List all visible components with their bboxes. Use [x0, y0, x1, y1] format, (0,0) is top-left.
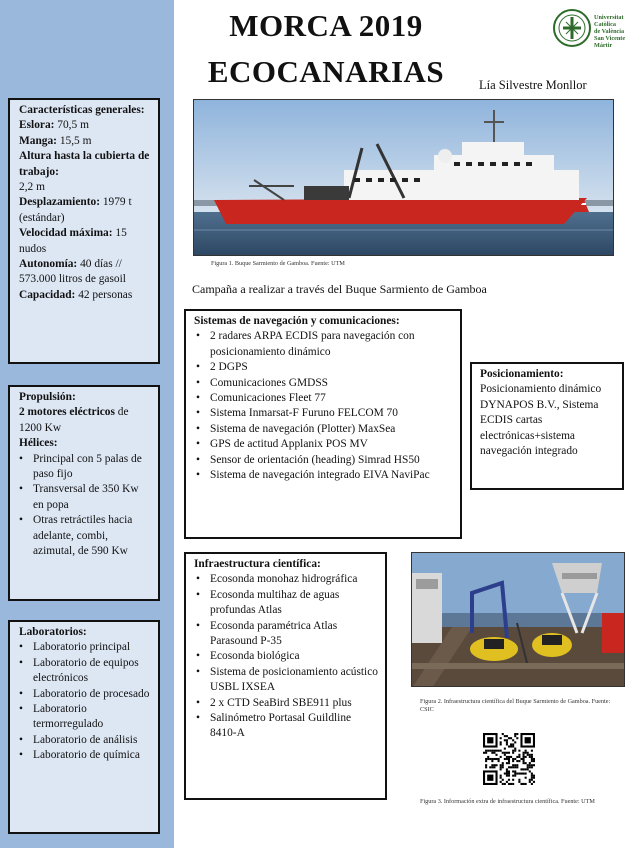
- figure1-caption: Figura 1. Buque Sarmiento de Gamboa. Fuente: UTM: [211, 260, 345, 267]
- spec-capacidad: Capacidad: 42 personas: [19, 288, 133, 301]
- list-item: • Principal con 5 palas de paso fijo: [19, 452, 152, 483]
- list-item: • Ecosonda biológica: [194, 649, 379, 664]
- university-seal-icon: [552, 8, 592, 48]
- infrastructure-list: [194, 572, 379, 741]
- labs-title: Laboratorios:: [19, 626, 87, 638]
- list-item: • Sistema de navegación integrado EIVA NaviPac: [194, 468, 454, 483]
- positioning-title: Posicionamiento:: [480, 368, 564, 380]
- list-item: • 2 radares ARPA ECDIS para navegación con posicionamiento dinámico: [194, 329, 454, 360]
- author-name: Lía Silvestre Monllor: [479, 78, 587, 92]
- list-item: • Sistema de navegación (Plotter) MaxSea: [194, 422, 454, 437]
- navigation-box: [184, 309, 462, 539]
- list-item: • Laboratorio de química: [19, 748, 152, 763]
- spec-desplazamiento: Desplazamiento: 1979 t (estándar): [19, 196, 132, 224]
- list-item: • Transversal de 350 Kw en popa: [19, 482, 152, 513]
- navigation-list: [194, 329, 454, 483]
- list-item: • Ecosonda paramétrica Atlas Parasound P-35: [194, 619, 379, 650]
- list-item: • Laboratorio termorregulado: [19, 702, 152, 733]
- spec-altura: Altura hasta la cubierta de trabajo:: [19, 150, 150, 178]
- navigation-title: Sistemas de navegación y comunicaciones:: [194, 315, 400, 327]
- list-item: • Laboratorio de procesado: [19, 687, 152, 702]
- spec-velocidad: Velocidad máxima: 15 nudos: [19, 227, 127, 255]
- list-item: • Ecosonda multihaz de aguas profundas Atlas: [194, 588, 379, 619]
- university-logo: [552, 8, 632, 48]
- list-item: • Laboratorio de equipos electrónicos: [19, 656, 152, 687]
- list-item: • Sistema de posicionamiento acústico USBL IXSEA: [194, 665, 379, 696]
- page-title-line2: ECOCANARIAS: [207, 54, 445, 89]
- scientific-equipment-photo: [411, 552, 625, 687]
- labs-list: [19, 640, 152, 763]
- list-item: • Otras retráctiles hacia adelante, combi, azimutal, de 590 Kw: [19, 513, 152, 559]
- ship-photo: [193, 99, 614, 256]
- figure3-caption: Figura 3. Información extra de infraestructura científica. Fuente: UTM: [420, 798, 595, 805]
- infrastructure-box: [184, 552, 387, 800]
- logo-text: Universitat Catòlica de València San Vicente Mártir: [594, 14, 626, 49]
- list-item: • 2 DGPS: [194, 360, 454, 375]
- list-item: • Laboratorio de análisis: [19, 733, 152, 748]
- propulsion-motors: 2 motores eléctricos de 1200 Kw: [19, 406, 129, 434]
- list-item: • Sistema Inmarsat-F Furuno FELCOM 70: [194, 406, 454, 421]
- list-item: • Ecosonda monohaz hidrográfica: [194, 572, 379, 587]
- specs-title: Características generales:: [19, 104, 145, 116]
- labs-box: [8, 620, 160, 834]
- positioning-box: [470, 362, 624, 490]
- list-item: • Laboratorio principal: [19, 640, 152, 655]
- figure2-caption: Figura 2. Infraestructura científica del Buque Sarmiento de Gamboa. Fuente: CSIC: [420, 698, 611, 713]
- spec-autonomia: Autonomía: 40 días // 573.000 litros de gasoil: [19, 258, 126, 286]
- infrastructure-title: Infraestructura científica:: [194, 558, 321, 570]
- campaign-text: Campaña a realizar a través del Buque Sarmiento de Gamboa: [192, 282, 487, 296]
- page-title-line1: MORCA 2019: [229, 8, 423, 43]
- list-item: • Sensor de orientación (heading) Simrad HS50: [194, 453, 454, 468]
- helices-title: Hélices:: [19, 437, 58, 450]
- helices-list: [19, 452, 152, 560]
- spec-altura-value: 2,2 m: [19, 181, 45, 194]
- specs-box: [8, 98, 160, 364]
- spec-eslora: Eslora: 70,5 m: [19, 119, 89, 132]
- qr-code-icon[interactable]: [483, 733, 535, 785]
- list-item: • Comunicaciones GMDSS: [194, 376, 454, 391]
- list-item: • Salinómetro Portasal Guildline 8410-A: [194, 711, 379, 742]
- positioning-text: Posicionamiento dinámico DYNAPOS B.V., Sistema ECDIS cartas electrónicas+sistema navegación integrado: [480, 383, 602, 458]
- propulsion-title: Propulsión:: [19, 391, 76, 403]
- list-item: • 2 x CTD SeaBird SBE911 plus: [194, 696, 379, 711]
- list-item: • Comunicaciones Fleet 77: [194, 391, 454, 406]
- spec-manga: Manga: 15,5 m: [19, 134, 92, 147]
- list-item: • GPS de actitud Applanix POS MV: [194, 437, 454, 452]
- propulsion-box: [8, 385, 160, 601]
